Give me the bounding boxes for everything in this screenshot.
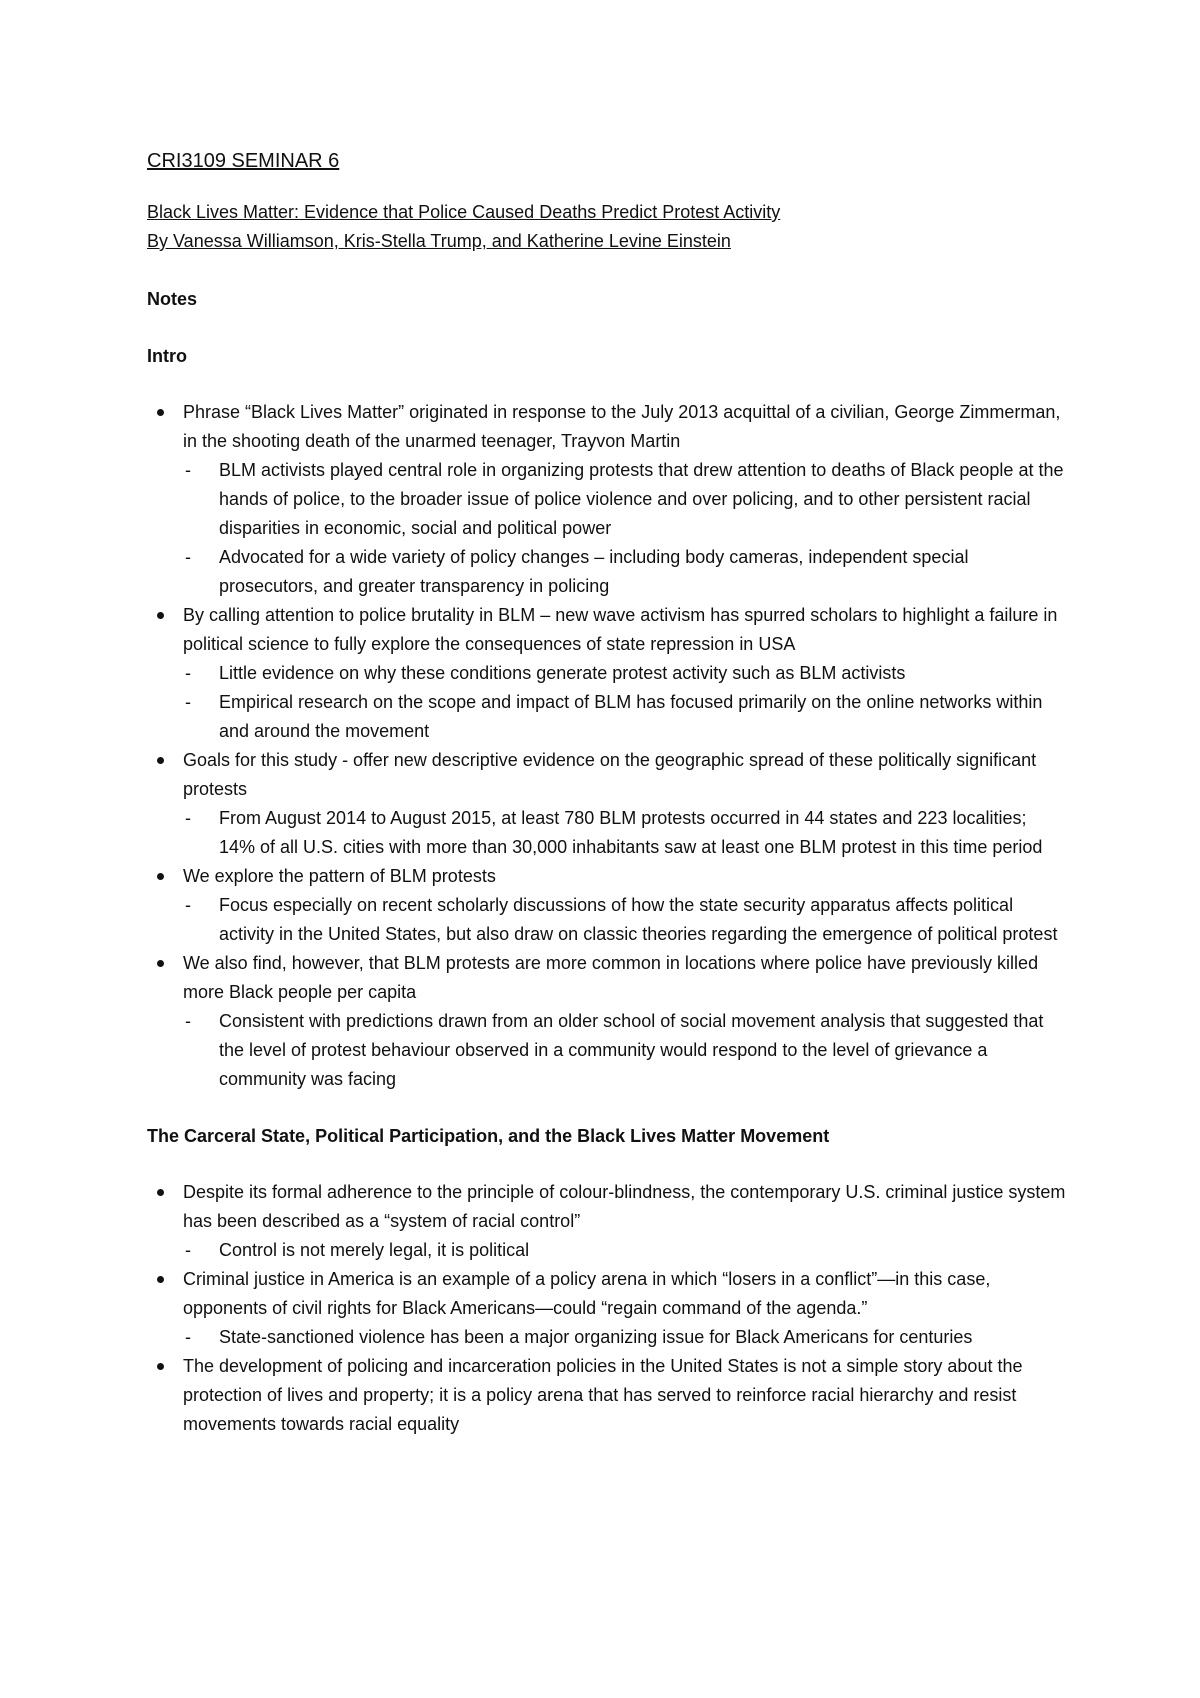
article-authors: By Vanessa Williamson, Kris-Stella Trump, and Katherine Levine Einstein [147, 231, 731, 251]
dash-marker-icon: - [185, 460, 191, 480]
sub-bullet-item [183, 543, 1067, 601]
dash-marker-icon: - [185, 895, 191, 915]
sub-bullet-item [183, 1323, 1067, 1352]
sub-bullet-list [183, 891, 1067, 949]
dash-marker-icon: - [185, 808, 191, 828]
bullet-item [147, 949, 1067, 1094]
bullet-item [147, 1178, 1067, 1265]
sub-bullet-list [183, 1323, 1067, 1352]
section-heading: The Carceral State, Political Participation, and the Black Lives Matter Movement [147, 1126, 830, 1146]
sub-bullet-item [183, 659, 1067, 688]
sub-bullet-list [183, 456, 1067, 601]
notes-sections [147, 342, 1067, 1439]
dash-marker-icon: - [185, 1011, 191, 1031]
bullet-item [147, 1352, 1067, 1439]
bullet-text: By calling attention to police brutality in BLM – new wave activism has spurred scholars to highlight a failure in political science to fully explore the consequences of state repression in USA [183, 605, 1058, 654]
bullet-text: We explore the pattern of BLM protests [183, 866, 496, 886]
dash-marker-icon: - [185, 663, 191, 683]
bullet-dot-icon [157, 1189, 164, 1196]
section-heading: Intro [147, 346, 187, 366]
bullet-dot-icon [157, 757, 164, 764]
sub-bullet-item [183, 891, 1067, 949]
bullet-dot-icon [157, 612, 164, 619]
bullet-text: We also find, however, that BLM protests are more common in locations where police have previously killed more Black people per capita [183, 953, 1039, 1002]
bullet-text: Goals for this study - offer new descriptive evidence on the geographic spread of these politically significant protests [183, 750, 1037, 799]
dash-marker-icon: - [185, 692, 191, 712]
bullet-item [147, 601, 1067, 746]
sub-bullet-text: Focus especially on recent scholarly discussions of how the state security apparatus affects political activity in the United States, but also draw on classic theories regarding the emergence of political protest [219, 895, 1058, 944]
sub-bullet-text: State-sanctioned violence has been a major organizing issue for Black Americans for centuries [219, 1327, 973, 1347]
sub-bullet-text: Empirical research on the scope and impact of BLM has focused primarily on the online networks within and around the movement [219, 692, 1043, 741]
bullet-dot-icon [157, 409, 164, 416]
dash-marker-icon: - [185, 1327, 191, 1347]
article-title: Black Lives Matter: Evidence that Police Caused Deaths Predict Protest Activity [147, 202, 781, 222]
bullet-list [147, 1178, 1067, 1439]
bullet-text: Despite its formal adherence to the principle of colour-blindness, the contemporary U.S. criminal justice system has been described as a “system of racial control” [183, 1182, 1066, 1231]
bullet-item [147, 862, 1067, 949]
sub-bullet-item [183, 688, 1067, 746]
bullet-list [147, 398, 1067, 1094]
bullet-dot-icon [157, 960, 164, 967]
sub-bullet-list [183, 804, 1067, 862]
bullet-item [147, 746, 1067, 862]
sub-bullet-item [183, 1236, 1067, 1265]
bullet-text: Criminal justice in America is an example of a policy arena in which “losers in a conflict”—in this case, opponents of civil rights for Black Americans—could “regain command of the agenda.” [183, 1269, 991, 1318]
sub-bullet-text: Consistent with predictions drawn from an older school of social movement analysis that suggested that the level of protest behaviour observed in a community would respond to the level of grievance a community was facing [219, 1011, 1044, 1089]
sub-bullet-list [183, 1236, 1067, 1265]
sub-bullet-text: Little evidence on why these conditions generate protest activity such as BLM activists [219, 663, 906, 683]
sub-bullet-item [183, 804, 1067, 862]
sub-bullet-list [183, 1007, 1067, 1094]
sub-bullet-text: From August 2014 to August 2015, at least 780 BLM protests occurred in 44 states and 223 localities; 14% of all U.S. cities with more than 30,000 inhabitants saw at least one BLM protest in this time period [219, 808, 1043, 857]
dash-marker-icon: - [185, 1240, 191, 1260]
sub-bullet-text: BLM activists played central role in organizing protests that drew attention to deaths of Black people at the hands of police, to the broader issue of police violence and over policing, and to other persistent racial disparities in economic, social and political power [219, 460, 1064, 538]
bullet-dot-icon [157, 873, 164, 880]
dash-marker-icon: - [185, 547, 191, 567]
sub-bullet-text: Control is not merely legal, it is political [219, 1240, 530, 1260]
notes-heading: Notes [147, 289, 198, 309]
bullet-item [147, 1265, 1067, 1352]
sub-bullet-item [183, 1007, 1067, 1094]
bullet-text: The development of policing and incarceration policies in the United States is not a simple story about the protection of lives and property; it is a policy arena that has served to reinforce racial hierarchy and resist movements towards racial equality [183, 1356, 1023, 1434]
bullet-item [147, 398, 1067, 601]
bullet-dot-icon [157, 1363, 164, 1370]
sub-bullet-text: Advocated for a wide variety of policy changes – including body cameras, independent special prosecutors, and greater transparency in policing [219, 547, 969, 596]
document-page [147, 144, 1067, 1439]
bullet-dot-icon [157, 1276, 164, 1283]
sub-bullet-item [183, 456, 1067, 543]
bullet-text: Phrase “Black Lives Matter” originated in response to the July 2013 acquittal of a civilian, George Zimmerman, in the shooting death of the unarmed teenager, Trayvon Martin [183, 402, 1061, 451]
sub-bullet-list [183, 659, 1067, 746]
document-title: CRI3109 SEMINAR 6 [147, 150, 340, 172]
